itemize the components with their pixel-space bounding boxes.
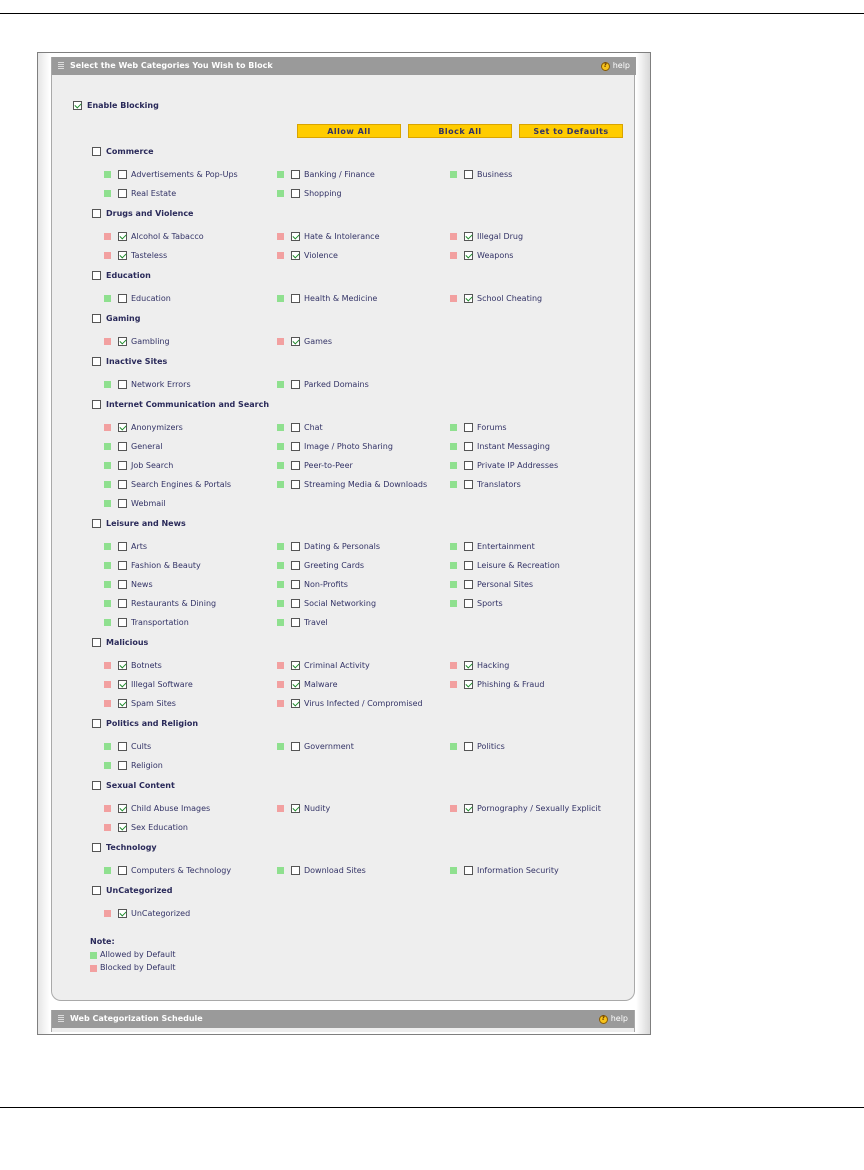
- subcategory-checkbox[interactable]: [464, 561, 473, 570]
- subcategory-checkbox[interactable]: [118, 761, 127, 770]
- category-checkbox[interactable]: [92, 781, 101, 790]
- schedule-panel: [51, 1010, 635, 1032]
- subcategory-checkbox[interactable]: [291, 661, 300, 670]
- subcategory-label: UnCategorized: [131, 909, 191, 918]
- subcategory-label: Sex Education: [131, 823, 188, 832]
- web-categories-panel: [51, 57, 635, 1001]
- allowed-default-marker: [450, 481, 457, 488]
- subcategory-checkbox[interactable]: [291, 170, 300, 179]
- blocked-default-marker: [104, 700, 111, 707]
- subcategory-checkbox[interactable]: [464, 661, 473, 670]
- blocked-default-marker: [450, 805, 457, 812]
- subcategory-label: Restaurants & Dining: [131, 599, 217, 608]
- allowed-default-marker: [104, 581, 111, 588]
- subcategory-checkbox[interactable]: [291, 680, 300, 689]
- category-label: Technology: [106, 843, 157, 852]
- subcategory-label: Gambling: [131, 337, 170, 346]
- subcategory-label: Advertisements & Pop-Ups: [131, 170, 238, 179]
- blocked-default-marker: [277, 700, 284, 707]
- subcategory-checkbox[interactable]: [118, 561, 127, 570]
- allowed-default-marker: [104, 743, 111, 750]
- blocked-default-marker: [104, 424, 111, 431]
- blocked-default-marker: [277, 338, 284, 345]
- legend-blocked: [90, 963, 175, 973]
- subcategory-checkbox[interactable]: [118, 189, 127, 198]
- category-label: Internet Communication and Search: [106, 400, 270, 409]
- set-to-defaults-button[interactable]: Set to Defaults: [519, 124, 623, 138]
- subcategory-label: General: [131, 442, 163, 451]
- subcategory-checkbox[interactable]: [118, 804, 127, 813]
- subcategory-label: Arts: [131, 542, 148, 551]
- subcategory-checkbox[interactable]: [464, 423, 473, 432]
- category-checkbox[interactable]: [92, 519, 101, 528]
- allowed-default-marker: [450, 867, 457, 874]
- subcategory-checkbox[interactable]: [118, 699, 127, 708]
- subcategory-label: Child Abuse Images: [131, 804, 211, 813]
- subcategory-label: Non-Profits: [304, 580, 348, 589]
- frame-shade-right: [636, 53, 650, 1034]
- subcategory-label: Entertainment: [477, 542, 535, 551]
- subcategory-label: Tasteless: [131, 251, 168, 260]
- subcategory-checkbox[interactable]: [291, 542, 300, 551]
- schedule-panel-header[interactable]: [52, 1010, 634, 1028]
- allowed-default-marker: [277, 619, 284, 626]
- subcategory-label: Personal Sites: [477, 580, 534, 589]
- subcategory-label: Translators: [477, 480, 521, 489]
- blocked-default-marker: [104, 252, 111, 259]
- subcategory-checkbox[interactable]: [291, 251, 300, 260]
- subcategory-label: Hacking: [477, 661, 510, 670]
- allowed-default-marker: [277, 171, 284, 178]
- help-label: help: [610, 1014, 628, 1023]
- subcategory-label: Leisure & Recreation: [477, 561, 560, 570]
- enable-blocking-label: Enable Blocking: [87, 101, 159, 110]
- allowed-default-marker: [104, 190, 111, 197]
- subcategory-checkbox[interactable]: [291, 423, 300, 432]
- subcategory-checkbox[interactable]: [291, 742, 300, 751]
- block-all-button[interactable]: Block All: [408, 124, 512, 138]
- subcategory-checkbox[interactable]: [118, 461, 127, 470]
- subcategory-checkbox[interactable]: [118, 599, 127, 608]
- subcategory-label: Shopping: [304, 189, 342, 198]
- subcategory-label: Health & Medicine: [304, 294, 378, 303]
- help-icon: ?: [601, 62, 610, 71]
- allowed-default-marker: [450, 543, 457, 550]
- subcategory-label: Business: [477, 170, 513, 179]
- subcategory-label: Sports: [477, 599, 503, 608]
- legend-allowed: [90, 950, 175, 960]
- allowed-default-marker: [104, 762, 111, 769]
- subcategory-checkbox[interactable]: [464, 480, 473, 489]
- subcategory-label: Violence: [304, 251, 338, 260]
- blocked-default-marker: [277, 233, 284, 240]
- subcategory-label: Social Networking: [304, 599, 377, 608]
- subcategory-label: Cults: [131, 742, 152, 751]
- enable-blocking-checkbox[interactable]: [73, 101, 82, 110]
- subcategory-checkbox[interactable]: [291, 580, 300, 589]
- subcategory-checkbox[interactable]: [118, 866, 127, 875]
- subcategory-label: Illegal Drug: [477, 232, 524, 241]
- subcategory-checkbox[interactable]: [464, 170, 473, 179]
- allowed-default-marker: [450, 443, 457, 450]
- category-checkbox[interactable]: [92, 147, 101, 156]
- category-checkbox[interactable]: [92, 638, 101, 647]
- blocked-default-marker: [104, 338, 111, 345]
- subcategory-checkbox[interactable]: [291, 294, 300, 303]
- allowed-default-marker: [104, 295, 111, 302]
- allowed-default-marker: [450, 743, 457, 750]
- allowed-default-marker: [277, 562, 284, 569]
- subcategory-checkbox[interactable]: [118, 618, 127, 627]
- subcategory-checkbox[interactable]: [464, 804, 473, 813]
- category-checkbox[interactable]: [92, 886, 101, 895]
- subcategory-label: Banking / Finance: [304, 170, 375, 179]
- subcategory-label: Travel: [304, 618, 328, 627]
- subcategory-checkbox[interactable]: [118, 499, 127, 508]
- category-label: Drugs and Violence: [106, 209, 194, 218]
- allowed-swatch: [90, 952, 97, 959]
- allowed-default-marker: [450, 600, 457, 607]
- subcategory-label: Chat: [304, 423, 323, 432]
- allowed-default-marker: [277, 462, 284, 469]
- allowed-default-marker: [277, 481, 284, 488]
- subcategory-label: Games: [304, 337, 332, 346]
- legend-allowed-label: Allowed by Default: [100, 950, 176, 959]
- subcategory-label: Image / Photo Sharing: [304, 442, 393, 451]
- subcategory-checkbox[interactable]: [118, 480, 127, 489]
- blocked-default-marker: [277, 805, 284, 812]
- category-label: Sexual Content: [106, 781, 175, 790]
- allowed-default-marker: [104, 171, 111, 178]
- subcategory-label: Fashion & Beauty: [131, 561, 201, 570]
- blocked-default-marker: [277, 252, 284, 259]
- subcategory-label: Malware: [304, 680, 338, 689]
- allowed-default-marker: [277, 543, 284, 550]
- subcategory-label: Botnets: [131, 661, 162, 670]
- subcategory-label: Greeting Cards: [304, 561, 365, 570]
- subcategory-checkbox[interactable]: [118, 170, 127, 179]
- subcategory-checkbox[interactable]: [291, 804, 300, 813]
- category-checkbox[interactable]: [92, 314, 101, 323]
- subcategory-checkbox[interactable]: [291, 866, 300, 875]
- subcategory-label: Phishing & Fraud: [477, 680, 545, 689]
- blocked-default-marker: [104, 824, 111, 831]
- allowed-default-marker: [277, 381, 284, 388]
- subcategory-checkbox[interactable]: [118, 742, 127, 751]
- subcategory-label: Education: [131, 294, 171, 303]
- allowed-default-marker: [277, 581, 284, 588]
- browser-frame: [37, 52, 651, 1035]
- subcategory-checkbox[interactable]: [118, 294, 127, 303]
- subcategory-label: Forums: [477, 423, 507, 432]
- subcategory-checkbox[interactable]: [118, 823, 127, 832]
- allowed-default-marker: [104, 481, 111, 488]
- allowed-default-marker: [450, 424, 457, 431]
- subcategory-checkbox[interactable]: [291, 480, 300, 489]
- allowed-default-marker: [104, 462, 111, 469]
- allowed-default-marker: [104, 543, 111, 550]
- subcategory-label: Job Search: [131, 461, 174, 470]
- subcategory-checkbox[interactable]: [464, 232, 473, 241]
- legend: [90, 937, 175, 973]
- subcategory-label: Politics: [477, 742, 505, 751]
- allowed-default-marker: [450, 581, 457, 588]
- allowed-default-marker: [277, 867, 284, 874]
- subcategory-checkbox[interactable]: [464, 742, 473, 751]
- category-checkbox[interactable]: [92, 400, 101, 409]
- blocked-swatch: [90, 965, 97, 972]
- subcategory-label: Peer-to-Peer: [304, 461, 353, 470]
- blocked-default-marker: [104, 910, 111, 917]
- subcategory-checkbox[interactable]: [118, 580, 127, 589]
- allowed-default-marker: [104, 500, 111, 507]
- category-checkbox[interactable]: [92, 843, 101, 852]
- allowed-default-marker: [277, 190, 284, 197]
- subcategory-checkbox[interactable]: [464, 542, 473, 551]
- subcategory-checkbox[interactable]: [291, 461, 300, 470]
- subcategory-label: Virus Infected / Compromised: [304, 699, 423, 708]
- allowed-default-marker: [277, 443, 284, 450]
- help-icon: ?: [599, 1015, 608, 1024]
- subcategory-label: Download Sites: [304, 866, 366, 875]
- subcategory-label: Computers & Technology: [131, 866, 232, 875]
- help-link[interactable]: [599, 1010, 628, 1028]
- subcategory-label: Transportation: [131, 618, 189, 627]
- subcategory-checkbox[interactable]: [291, 699, 300, 708]
- subcategory-checkbox[interactable]: [291, 561, 300, 570]
- allowed-default-marker: [277, 743, 284, 750]
- panel-header: [52, 57, 636, 75]
- category-label: Malicious: [106, 638, 149, 647]
- blocked-default-marker: [450, 662, 457, 669]
- grip-icon: [58, 1015, 64, 1022]
- blocked-default-marker: [450, 233, 457, 240]
- note-title: Note:: [90, 937, 115, 946]
- subcategory-checkbox[interactable]: [118, 661, 127, 670]
- category-checkbox[interactable]: [92, 209, 101, 218]
- subcategory-checkbox[interactable]: [118, 251, 127, 260]
- allowed-default-marker: [277, 295, 284, 302]
- subcategory-label: School Cheating: [477, 294, 543, 303]
- subcategory-checkbox[interactable]: [464, 251, 473, 260]
- subcategory-label: Search Engines & Portals: [131, 480, 232, 489]
- subcategory-checkbox[interactable]: [291, 442, 300, 451]
- subcategory-checkbox[interactable]: [464, 599, 473, 608]
- subcategory-checkbox[interactable]: [291, 232, 300, 241]
- help-link[interactable]: [601, 57, 630, 75]
- blocked-default-marker: [104, 233, 111, 240]
- subcategory-checkbox[interactable]: [118, 680, 127, 689]
- subcategory-label: Criminal Activity: [304, 661, 370, 670]
- allow-all-button[interactable]: Allow All: [297, 124, 401, 138]
- subcategory-checkbox[interactable]: [118, 423, 127, 432]
- category-label: Commerce: [106, 147, 154, 156]
- subcategory-checkbox[interactable]: [291, 599, 300, 608]
- subcategory-checkbox[interactable]: [464, 680, 473, 689]
- allowed-default-marker: [450, 462, 457, 469]
- subcategory-label: News: [131, 580, 153, 589]
- subcategory-checkbox[interactable]: [464, 442, 473, 451]
- category-checkbox[interactable]: [92, 357, 101, 366]
- subcategory-label: Illegal Software: [131, 680, 193, 689]
- blocked-default-marker: [104, 681, 111, 688]
- category-checkbox[interactable]: [92, 271, 101, 280]
- allowed-default-marker: [104, 600, 111, 607]
- category-label: Leisure and News: [106, 519, 186, 528]
- allowed-default-marker: [104, 619, 111, 626]
- subcategory-label: Parked Domains: [304, 380, 369, 389]
- subcategory-label: Instant Messaging: [477, 442, 550, 451]
- blocked-default-marker: [277, 681, 284, 688]
- top-rule: [0, 13, 864, 14]
- subcategory-checkbox[interactable]: [464, 461, 473, 470]
- blocked-default-marker: [104, 805, 111, 812]
- subcategory-checkbox[interactable]: [118, 337, 127, 346]
- blocked-default-marker: [450, 681, 457, 688]
- category-checkbox[interactable]: [92, 719, 101, 728]
- subcategory-checkbox[interactable]: [464, 580, 473, 589]
- category-label: UnCategorized: [106, 886, 173, 895]
- bottom-rule: [0, 1107, 864, 1108]
- frame-shade-left: [38, 53, 50, 1034]
- subcategory-label: Anonymizers: [131, 423, 183, 432]
- allowed-default-marker: [277, 600, 284, 607]
- subcategory-label: Information Security: [477, 866, 559, 875]
- blocked-default-marker: [450, 295, 457, 302]
- subcategory-checkbox[interactable]: [291, 337, 300, 346]
- help-label: help: [612, 61, 630, 70]
- subcategory-label: Religion: [131, 761, 163, 770]
- subcategory-checkbox[interactable]: [118, 909, 127, 918]
- subcategory-label: Streaming Media & Downloads: [304, 480, 428, 489]
- subcategory-label: Alcohol & Tabacco: [131, 232, 204, 241]
- allowed-default-marker: [104, 381, 111, 388]
- panel-title: Select the Web Categories You Wish to Block: [70, 61, 273, 70]
- category-label: Politics and Religion: [106, 719, 199, 728]
- subcategory-checkbox[interactable]: [291, 189, 300, 198]
- subcategory-checkbox[interactable]: [118, 442, 127, 451]
- subcategory-label: Hate & Intolerance: [304, 232, 380, 241]
- allowed-default-marker: [104, 443, 111, 450]
- subcategory-label: Webmail: [131, 499, 166, 508]
- allowed-default-marker: [450, 562, 457, 569]
- subcategory-label: Private IP Addresses: [477, 461, 559, 470]
- subcategory-checkbox[interactable]: [118, 380, 127, 389]
- subcategory-checkbox[interactable]: [464, 866, 473, 875]
- category-label: Education: [106, 271, 151, 280]
- subcategory-label: Real Estate: [131, 189, 177, 198]
- allowed-default-marker: [104, 867, 111, 874]
- subcategory-label: Network Errors: [131, 380, 191, 389]
- grip-icon: [58, 62, 64, 69]
- subcategory-checkbox[interactable]: [118, 232, 127, 241]
- subcategory-label: Nudity: [304, 804, 331, 813]
- subcategory-label: Dating & Personals: [304, 542, 381, 551]
- subcategory-label: Spam Sites: [131, 699, 176, 708]
- blocked-default-marker: [277, 662, 284, 669]
- allowed-default-marker: [277, 424, 284, 431]
- subcategory-label: Pornography / Sexually Explicit: [477, 804, 601, 813]
- category-label: Inactive Sites: [106, 357, 168, 366]
- subcategory-checkbox[interactable]: [291, 618, 300, 627]
- subcategory-label: Government: [304, 742, 354, 751]
- allowed-default-marker: [104, 562, 111, 569]
- subcategory-checkbox[interactable]: [118, 542, 127, 551]
- subcategory-label: Weapons: [477, 251, 514, 260]
- blocked-default-marker: [450, 252, 457, 259]
- subcategory-checkbox[interactable]: [464, 294, 473, 303]
- legend-blocked-label: Blocked by Default: [100, 963, 176, 972]
- category-label: Gaming: [106, 314, 141, 323]
- blocked-default-marker: [104, 662, 111, 669]
- schedule-panel-title: Web Categorization Schedule: [70, 1014, 203, 1023]
- subcategory-checkbox[interactable]: [291, 380, 300, 389]
- allowed-default-marker: [450, 171, 457, 178]
